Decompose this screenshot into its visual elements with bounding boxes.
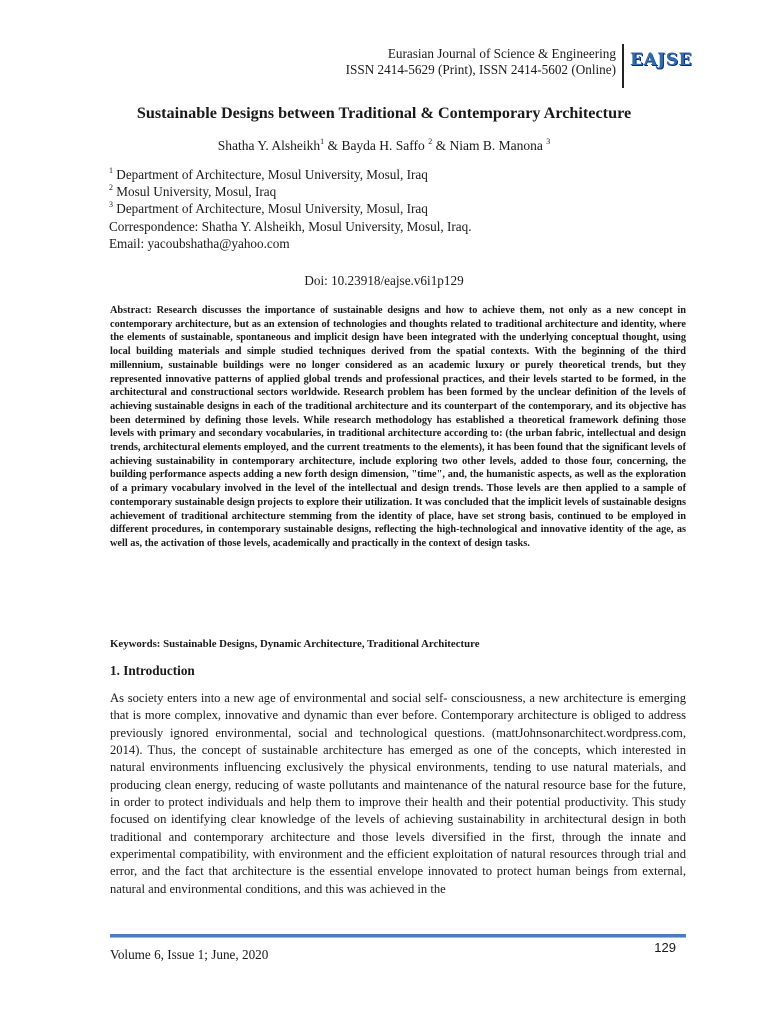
author-name: Niam B. Manona (449, 138, 547, 153)
abstract: Abstract: Research discusses the importance of sustainable designs and how to achieve them, not only as a new concept in contemporary architecture, but as an extension of technologies and thoughts related to traditional architecture and identity, where the elements of sustainable, spontaneous and implicit design have been integrated with the underlying conceptual thought, using local building materials and simple studied techniques derived from the spatial contexts. With the beginning of the third millennium, sustainable buildings were no longer considered as an academic luxury or purely theoretical trends, but they represented innovative patterns of applied global trends and professional practices, and their levels started to be formed, in the architectural and constructional sectors worldwide. Research problem has been formed by the unclear definition of the levels of achieving sustainable designs in each of the traditional architecture and its counterpart of the contemporary, and its objective has been determined by defining those levels. While research methodology has established a theoretical framework defining those levels with primary and secondary vocabularies, in traditional architecture according to: (the urban fabric, intellectual and design trends, architectural elements employed, and the current treatments to the elements), it has been found that the significant levels of achieving sustainability in contemporary architecture, include exploring two other levels, added to those four, concerning, the building performance aspects adding a new forth design dimension, "time", and, the humanistic aspects, as well as the exploration of a primary vocabulary involved in the level of the intellectual and design trends. Those levels are then applied to a sample of contemporary sustainable design projects to explore their utilization. It was concluded that the implicit levels of sustainable designs achievement of traditional architecture stemming from the identity of place, have set strong basis, continued to be employed in different procedures, in contemporary sustainable designs, reflecting the high-technological and innovative identity of the age, as well as, the activation of those levels, academically and practically in the context of design tasks. (110, 305, 686, 549)
section-heading: 1. Introduction (110, 663, 195, 678)
affiliations-block (109, 166, 669, 252)
affiliation-mark: 2 (109, 183, 113, 193)
author-affiliation-mark: 3 (546, 137, 551, 146)
introduction-paragraph: As society enters into a new age of environmental and social self- consciousness, a new architecture is emerging that is more complex, innovative and dynamic than ever before. Contemporary architecture is obliged to address previously ignored environmental, social and technological questions. (mattJohnsonarchitect.wordpress.com, 2014). Thus, the concept of sustainable architecture has emerged as one of the concepts, which interested in natural environments influencing exclusively the physical environments, tending to use natural materials, and producing clean energy, reducing of waste pollutants and maintenance of the natural resource base for the future, in order to protect individuals and help them to improve their health and their potential productivity. This study focused on identifying clear knowledge of the levels of achieving sustainability in architectural design in both traditional and contemporary architecture and those levels diversified in the first, through the innate and experimental compatibility, with environment and the efficient exploitation of natural resources through trial and error, and the fact that architecture is the essential envelope innovated to protect human beings from external, natural and environmental conditions, and this was achieved in the (110, 691, 686, 896)
journal-issn: ISSN 2414-5629 (Print), ISSN 2414-5602 (Online) (345, 62, 616, 77)
author-name: Bayda H. Saffo (341, 138, 429, 153)
paper-title: Sustainable Designs between Traditional & Contemporary Architecture (136, 104, 632, 122)
author-affiliation-mark: 2 (428, 137, 433, 146)
affiliation-text: Mosul University, Mosul, Iraq (113, 184, 277, 200)
affiliation-mark: 3 (109, 200, 113, 210)
contact-email: Email: yacoubshatha@yahoo.com (109, 235, 290, 251)
affiliation-line (109, 200, 669, 217)
journal-header (346, 46, 616, 78)
author-name: Shatha Y. Alsheikh (217, 138, 321, 153)
affiliation-line (109, 183, 669, 200)
keywords: Keywords: Sustainable Designs, Dynamic Architecture, Traditional Architecture (110, 638, 480, 650)
affiliation-text: Department of Architecture, Mosul University, Mosul, Iraq (113, 167, 428, 182)
affiliation-line (109, 166, 669, 183)
footer-rule (110, 934, 686, 938)
affiliation-text: Department of Architecture, Mosul University, Mosul, Iraq (113, 201, 428, 217)
author-separator: & (324, 138, 342, 153)
correspondence: Correspondence: Shatha Y. Alsheikh, Mosul University, Mosul, Iraq. (109, 218, 472, 234)
doi: Doi: 10.23918/eajse.v6i1p129 (304, 273, 464, 288)
author-list (60, 138, 708, 154)
author-separator: & (432, 138, 450, 153)
page-number: 129 (654, 940, 676, 955)
footer-volume: Volume 6, Issue 1; June, 2020 (110, 947, 269, 962)
affiliation-mark: 1 (109, 166, 113, 175)
header-divider (622, 44, 624, 88)
journal-name: Eurasian Journal of Science & Engineering (387, 46, 616, 61)
author-affiliation-mark: 1 (320, 137, 325, 146)
journal-logo: EAJSE (630, 50, 692, 70)
